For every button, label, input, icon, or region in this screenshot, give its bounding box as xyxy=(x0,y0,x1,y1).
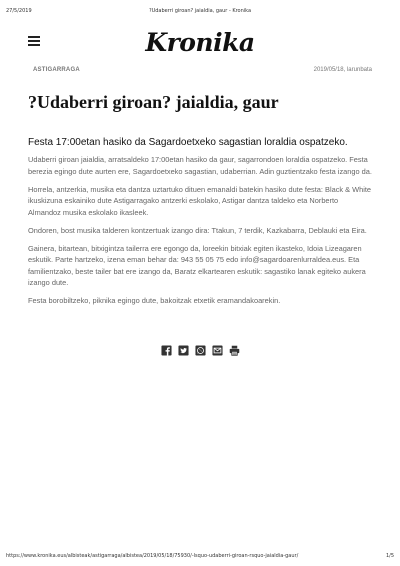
twitter-icon[interactable] xyxy=(178,345,189,356)
site-header xyxy=(28,28,372,56)
print-date: 27/5/2019 xyxy=(6,8,32,14)
article-title: ?Udaberri giroan? jaialdia, gaur xyxy=(28,92,279,112)
print-footer xyxy=(6,553,394,559)
email-icon[interactable] xyxy=(212,345,223,356)
facebook-icon[interactable] xyxy=(161,345,172,356)
whatsapp-icon[interactable] xyxy=(195,345,206,356)
article-paragraph: Ondoren, bost musika talderen kontzertuak izango dira: Ttakun, 7 terdik, Kazkabarra, Deblauki eta Eira. xyxy=(28,225,367,235)
print-page-title: ?Udaberri giroan? jaialdia, gaur - Kronika xyxy=(148,8,252,14)
print-page-number: 1/5 xyxy=(385,553,394,559)
article-paragraph: Festa borobiltzeko, piknika egingo dute, bakoitzak etxetik eramandakoarekin. xyxy=(28,296,281,305)
article-category[interactable]: ASTIGARRAGA xyxy=(33,67,80,73)
print-header xyxy=(6,8,394,14)
article-paragraph: Horrela, antzerkia, musika eta dantza uztartuko dituen emanaldi batekin hasiko dute festa: Black & White ikuskizuna eskainiko dute Astigarragako antzerki eskolako, Astigar dantza taldeko eta Norberto Almandoz musika eskolako ikasleek. xyxy=(28,184,372,217)
share-bar xyxy=(0,345,400,356)
article-body xyxy=(28,154,372,313)
print-url: https://www.kronika.eus/albisteak/astigarraga/albistea/2019/05/18/75930/-lsquo-udaberri-giroan-rsquo-jaialdia-gaur/ xyxy=(6,553,299,559)
article-date: 2019/05/18, larunbata xyxy=(313,67,372,73)
article-paragraph: Udaberri giroan jaialdia, arratsaldeko 17:00etan hasiko da gaur, sagarrondoen loraldia ospatzeko. Festa berezia egingo dute aurten ere, Sagardoetxeko sagastian, udaberrian. Adin guztientzako festa izango da. xyxy=(28,155,372,176)
article-meta xyxy=(33,67,372,73)
site-logo[interactable]: Kronika xyxy=(145,28,255,57)
article-paragraph: Gainera, bitartean, bitxigintza tailerra ere egongo da, loreekin bitxiak egiten ikasteko, Idoia Lizeagaren eskutik. Parte hartzeko, izena eman behar da: 943 55 05 75 edo info@sagardoarenlurraldea.eus. Eta familientzako, beste tailer bat ere izango da, Baratz elkartearen eskutik: sagastiko lanak egiteko aukera izango dute. xyxy=(28,243,366,287)
print-icon[interactable] xyxy=(229,345,240,356)
article-lead: Festa 17:00etan hasiko da Sagardoetxeko sagastian loraldia ospatzeko. xyxy=(28,137,348,148)
